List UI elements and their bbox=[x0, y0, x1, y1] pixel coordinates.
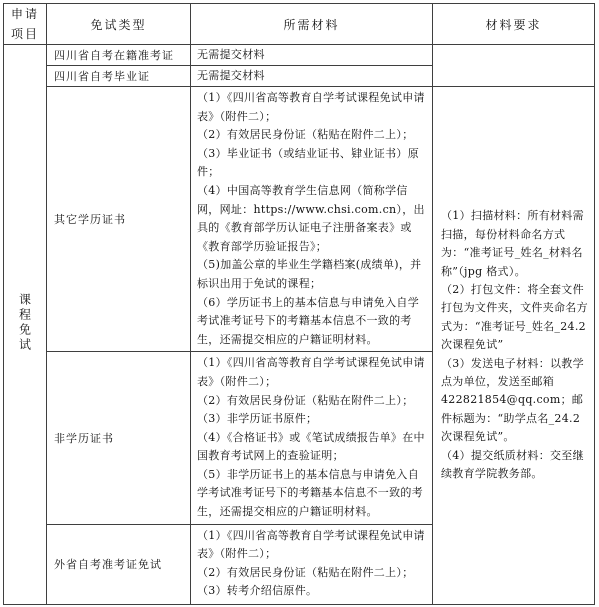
materials-cell bbox=[191, 87, 433, 352]
requirement-line: （4）提交纸质材料：交至继续教育学院教务部。 bbox=[441, 448, 584, 480]
materials-cell bbox=[191, 66, 433, 87]
material-line: （6）学历证书上的基本信息与申请免入自学考试准考证号下的考籍基本信息不一致的考生，还需提交相应的户籍证明材料。 bbox=[197, 295, 419, 346]
materials-cell bbox=[191, 45, 433, 66]
material-line: （1）《四川省高等教育自学考试课程免试申请表》（附件二）； bbox=[197, 91, 425, 123]
materials-cell bbox=[191, 352, 433, 524]
material-line: 无需提交材料 bbox=[197, 69, 265, 82]
material-line: （2）有效居民身份证（粘贴在附件二上）； bbox=[197, 128, 414, 142]
type-cell: 四川省自考毕业证 bbox=[47, 66, 191, 87]
type-cell: 外省自考准考证免试 bbox=[47, 524, 191, 604]
material-line: （4）《合格证书》或《笔试成绩报告单》在中国教育考试网上的查验证明； bbox=[197, 430, 425, 463]
material-line: （3）非学历证书原件； bbox=[197, 412, 318, 426]
table-row bbox=[4, 87, 595, 352]
material-line: （1）《四川省高等教育自学考试课程免试申请表》（附件二）； bbox=[197, 356, 425, 388]
requirements-cell bbox=[433, 87, 595, 605]
requirement-line: （2）打包文件：将全套文件打包为文件夹，文件夹命名方式为：“准考证号_姓名_24.2次课程免试” bbox=[441, 282, 588, 352]
header-row bbox=[4, 4, 595, 45]
material-line: （5）非学历证书上的基本信息与申请免入自学考试准考证号下的考籍基本信息不一致的考生，还需提交相应的户籍证明材料。 bbox=[197, 467, 423, 519]
type-cell: 非学历证书 bbox=[47, 352, 191, 524]
type-cell: 其它学历证书 bbox=[47, 87, 191, 352]
material-line: 无需提交材料 bbox=[197, 48, 265, 61]
header-item-line2: 项目 bbox=[10, 27, 39, 41]
type-cell: 四川省自考在籍准考证 bbox=[47, 45, 191, 66]
requirements-top-empty bbox=[433, 45, 595, 87]
material-line: （4）中国高等教育学生信息网（简称学信网，网址：https://www.chsi.com.cn），出具的《教育部学历认证电子注册备案表》或《教育部学历验证报告》； bbox=[197, 183, 425, 253]
material-line: （2）有效居民身份证（粘贴在附件二上）； bbox=[197, 565, 414, 579]
requirement-line: （1）扫描材料：所有材料需扫描，每份材料命名方式为：“准考证号_姓名_材料名称”（jpg 格式）。 bbox=[441, 209, 584, 278]
requirement-line: （3）发送电子材料：以教学点为单位，发送至邮箱422821854@qq.com；邮件标题为：“助学点名_24.2次课程免试”。 bbox=[441, 356, 584, 444]
materials-cell bbox=[191, 524, 433, 604]
item-name: 课程免试 bbox=[17, 292, 32, 353]
header-item bbox=[4, 4, 47, 45]
header-materials: 所需材料 bbox=[191, 4, 433, 45]
material-line: （5)加盖公章的毕业生学籍档案(成绩单)，并标识出用于免试的课程； bbox=[197, 258, 422, 290]
header-type: 免试类型 bbox=[47, 4, 191, 45]
header-requirements: 材料要求 bbox=[433, 4, 595, 45]
material-line: （1）《四川省高等教育自学考试课程免试申请表》（附件二）； bbox=[197, 528, 425, 561]
exemption-table bbox=[3, 3, 595, 605]
item-name-cell bbox=[4, 45, 47, 605]
material-line: （2）有效居民身份证（粘贴在附件二上）； bbox=[197, 393, 414, 407]
header-item-line1: 申请 bbox=[10, 7, 39, 21]
table-row bbox=[4, 45, 595, 66]
material-line: （3）转考介绍信原件。 bbox=[197, 584, 318, 598]
material-line: （3）毕业证书（或结业证书、肄业证书）原件； bbox=[197, 146, 419, 179]
